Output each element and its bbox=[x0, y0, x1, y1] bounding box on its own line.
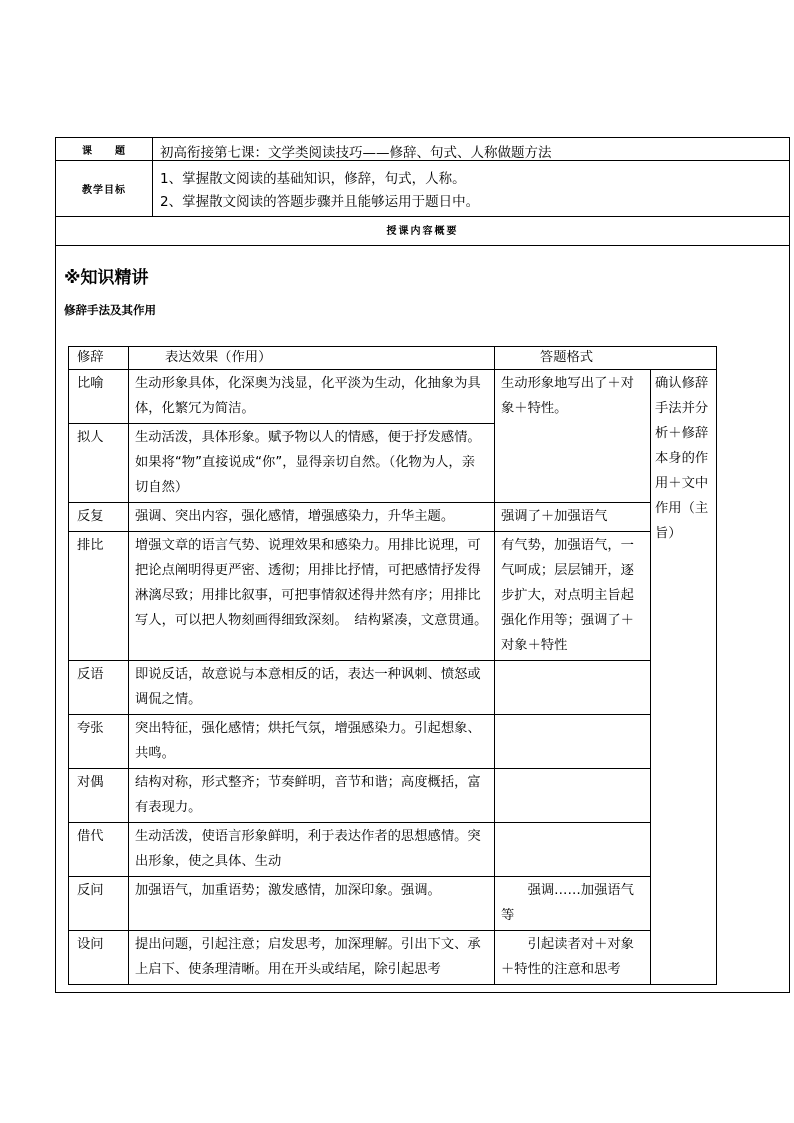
answer-format bbox=[495, 769, 651, 823]
goals-label: 教学目标 bbox=[56, 161, 153, 216]
table-row bbox=[69, 931, 717, 985]
column-header: 答题格式 bbox=[495, 347, 717, 370]
rhetoric-term: 拟人 bbox=[69, 424, 129, 503]
lesson-plan-frame bbox=[55, 137, 790, 993]
rhetoric-effect: 生动形象具体，化深奥为浅显，化平淡为生动，化抽象为具体，化繁冗为简洁。 bbox=[129, 370, 495, 424]
goals-list bbox=[160, 168, 479, 214]
answer-format bbox=[495, 715, 651, 769]
answer-format: 强调……加强语气等 bbox=[495, 877, 651, 931]
lesson-title: 初高衔接第七课：文学类阅读技巧——修辞、句式、人称做题方法 bbox=[160, 145, 552, 161]
table-row bbox=[69, 532, 717, 661]
subject-row bbox=[56, 138, 789, 161]
rhetoric-effect: 生动活泼，具体形象。赋予物以人的情感，便于抒发感情。如果将“物”直接说成“你”，显得亲切自然。（化物为人，亲切自然） bbox=[129, 424, 495, 503]
table-row bbox=[69, 877, 717, 931]
rhetoric-effect: 增强文章的语言气势、说理效果和感染力。用排比说理，可把论点阐明得更严密、透彻；用排比抒情，可把感情抒发得淋漓尽致；用排比叙事，可把事情叙述得井然有序；用排比写人，可以把人物刻画得细致深刻。 结构紧凑，文意贯通。 bbox=[129, 532, 495, 661]
subject-label: 课 题 bbox=[56, 138, 153, 160]
rhetoric-effect: 结构对称，形式整齐；节奏鲜明，音节和谐；高度概括，富有表现力。 bbox=[129, 769, 495, 823]
table-row bbox=[69, 715, 717, 769]
rhetoric-term: 设问 bbox=[69, 931, 129, 985]
table-header-row bbox=[69, 347, 717, 370]
answer-format: 强调了＋加强语气 bbox=[495, 503, 651, 532]
goals-row bbox=[56, 161, 789, 217]
rhetoric-effect: 强调、突出内容，强化感情，增强感染力，升华主题。 bbox=[129, 503, 495, 532]
rhetoric-term: 夸张 bbox=[69, 715, 129, 769]
answer-format bbox=[495, 661, 651, 715]
rhetoric-term: 反复 bbox=[69, 503, 129, 532]
section-title: ※知识精讲 bbox=[64, 268, 149, 288]
rhetoric-effect: 提出问题，引起注意；启发思考，加深理解。引出下文、承上启下、使条理清晰。用在开头或结尾，除引起思考 bbox=[129, 931, 495, 985]
table-row bbox=[69, 769, 717, 823]
answer-format: 生动形象地写出了＋对象＋特性。 bbox=[495, 370, 651, 503]
goal-item: 2、掌握散文阅读的答题步骤并且能够运用于题日中。 bbox=[160, 194, 480, 210]
column-header: 修辞 bbox=[69, 347, 129, 370]
answer-format bbox=[495, 823, 651, 877]
side-note: 确认修辞手法并分析＋修辞本身的作用＋文中作用（主旨） bbox=[651, 370, 717, 985]
rhetoric-term: 反问 bbox=[69, 877, 129, 931]
answer-format: 有气势，加强语气，一气呵成；层层铺开，逐步扩大，对点明主旨起强化作用等；强调了＋对象＋特性 bbox=[495, 532, 651, 661]
overview-row: 授课内容概要 bbox=[56, 217, 789, 246]
rhetoric-effect: 即说反话，故意说与本意相反的话，表达一种讽刺、愤怒或调侃之情。 bbox=[129, 661, 495, 715]
goal-item: 1、掌握散文阅读的基础知识，修辞，句式，人称。 bbox=[160, 171, 466, 187]
table-row bbox=[69, 661, 717, 715]
rhetoric-term: 对偶 bbox=[69, 769, 129, 823]
section-subtitle: 修辞手法及其作用 bbox=[64, 303, 156, 317]
rhetoric-term: 借代 bbox=[69, 823, 129, 877]
column-header: 表达效果（作用） bbox=[129, 347, 495, 370]
rhetoric-term: 排比 bbox=[69, 532, 129, 661]
answer-format: 引起读者对＋对象＋特性的注意和思考 bbox=[495, 931, 651, 985]
rhetoric-table bbox=[68, 346, 717, 985]
rhetoric-term: 反语 bbox=[69, 661, 129, 715]
table-row bbox=[69, 823, 717, 877]
rhetoric-effect: 加强语气，加重语势；激发感情，加深印象。强调。 bbox=[129, 877, 495, 931]
table-row bbox=[69, 370, 717, 424]
rhetoric-effect: 生动活泼，使语言形象鲜明，利于表达作者的思想感情。突出形象，使之具体、生动 bbox=[129, 823, 495, 877]
rhetoric-effect: 突出特征，强化感情；烘托气氛，增强感染力。引起想象、共鸣。 bbox=[129, 715, 495, 769]
rhetoric-term: 比喻 bbox=[69, 370, 129, 424]
table-row bbox=[69, 503, 717, 532]
